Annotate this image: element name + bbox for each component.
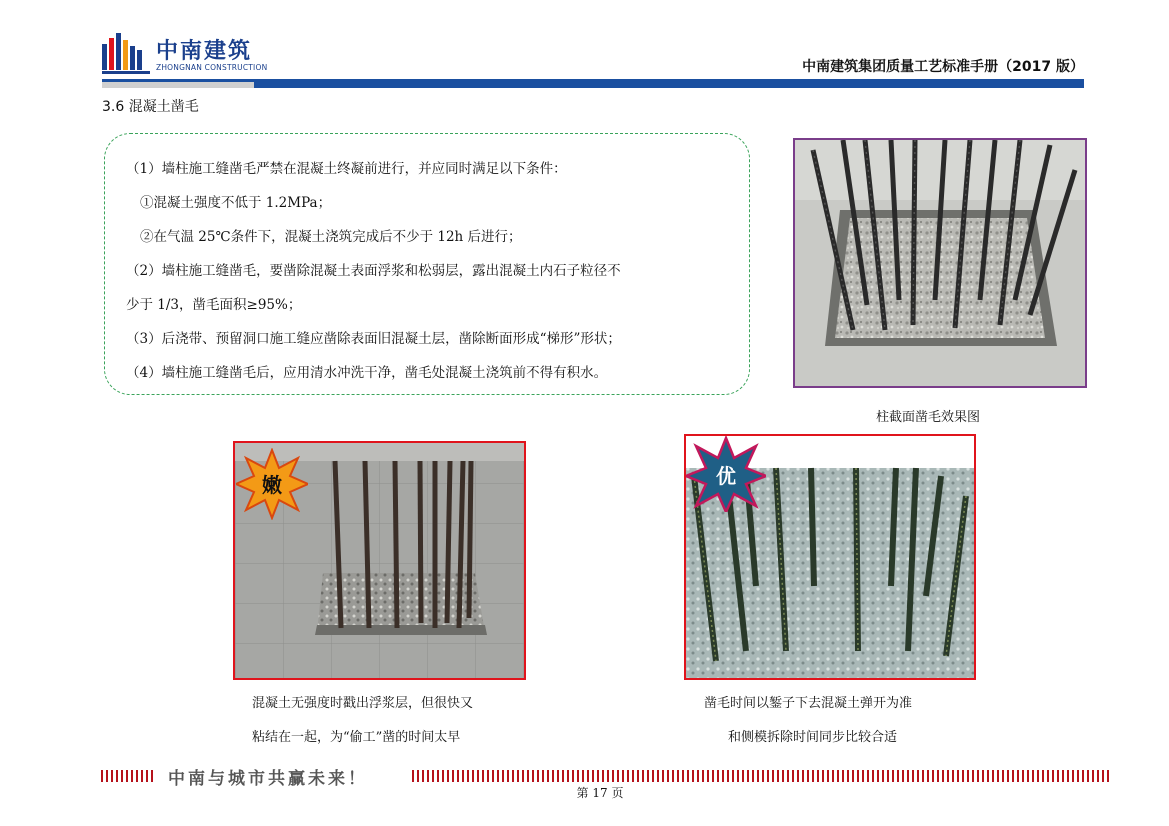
footer-stripes-right: [412, 767, 1109, 779]
good-badge-label: 优: [716, 464, 736, 488]
manual-title: 中南建筑集团质量工艺标准手册（2017 版）: [802, 59, 1084, 75]
right-caption-line: 凿毛时间以錾子下去混凝土弹开为准: [704, 696, 913, 711]
good-badge: [686, 436, 766, 512]
early-badge-label: 嫩: [262, 473, 282, 497]
requirement-line: （3）后浇带、预留洞口施工缝应凿除表面旧混凝土层，凿除断面形成“梯形”形状；: [126, 331, 621, 347]
header-band-gray: [102, 82, 254, 88]
logo-english-name: ZHONGNAN CONSTRUCTION: [156, 63, 268, 72]
requirement-line: ②在气温 25℃条件下，混凝土浇筑完成后不少于 12h 后进行；: [140, 229, 522, 245]
footer-slogan: 中南与城市共赢未来！: [168, 769, 368, 789]
left-caption-line: 粘结在一起，为“偷工”凿的时间太早: [252, 730, 461, 745]
logo-mark-icon: [102, 30, 158, 76]
right-caption-line: 和侧模拆除时间同步比较合适: [728, 730, 898, 745]
early-badge: [236, 448, 308, 520]
requirement-line: （2）墙柱施工缝凿毛，要凿除混凝土表面浮浆和松弱层，露出混凝土内石子粒径不: [126, 263, 621, 279]
top-photo-caption: 柱截面凿毛效果图: [876, 410, 981, 425]
requirement-line: （4）墙柱施工缝凿毛后，应用清水冲洗干净，凿毛处混凝土浇筑前不得有积水。: [126, 365, 608, 381]
requirement-line: 少于 1/3，凿毛面积≥95%；: [126, 297, 302, 313]
left-caption-line: 混凝土无强度时戳出浮浆层，但很快又: [252, 696, 474, 711]
requirement-line: ①混凝土强度不低于 1.2MPa；: [140, 195, 332, 211]
header-band-blue: [254, 82, 1084, 88]
logo-chinese-name: 中南建筑: [156, 39, 253, 64]
requirement-line: （1）墙柱施工缝凿毛严禁在混凝土终凝前进行，并应同时满足以下条件：: [126, 161, 567, 177]
column-chiseling-photo: [793, 138, 1087, 388]
footer-stripes-left: [101, 767, 156, 779]
page-number: 第 17 页: [576, 786, 624, 800]
section-title: 3.6 混凝土凿毛: [102, 99, 199, 115]
